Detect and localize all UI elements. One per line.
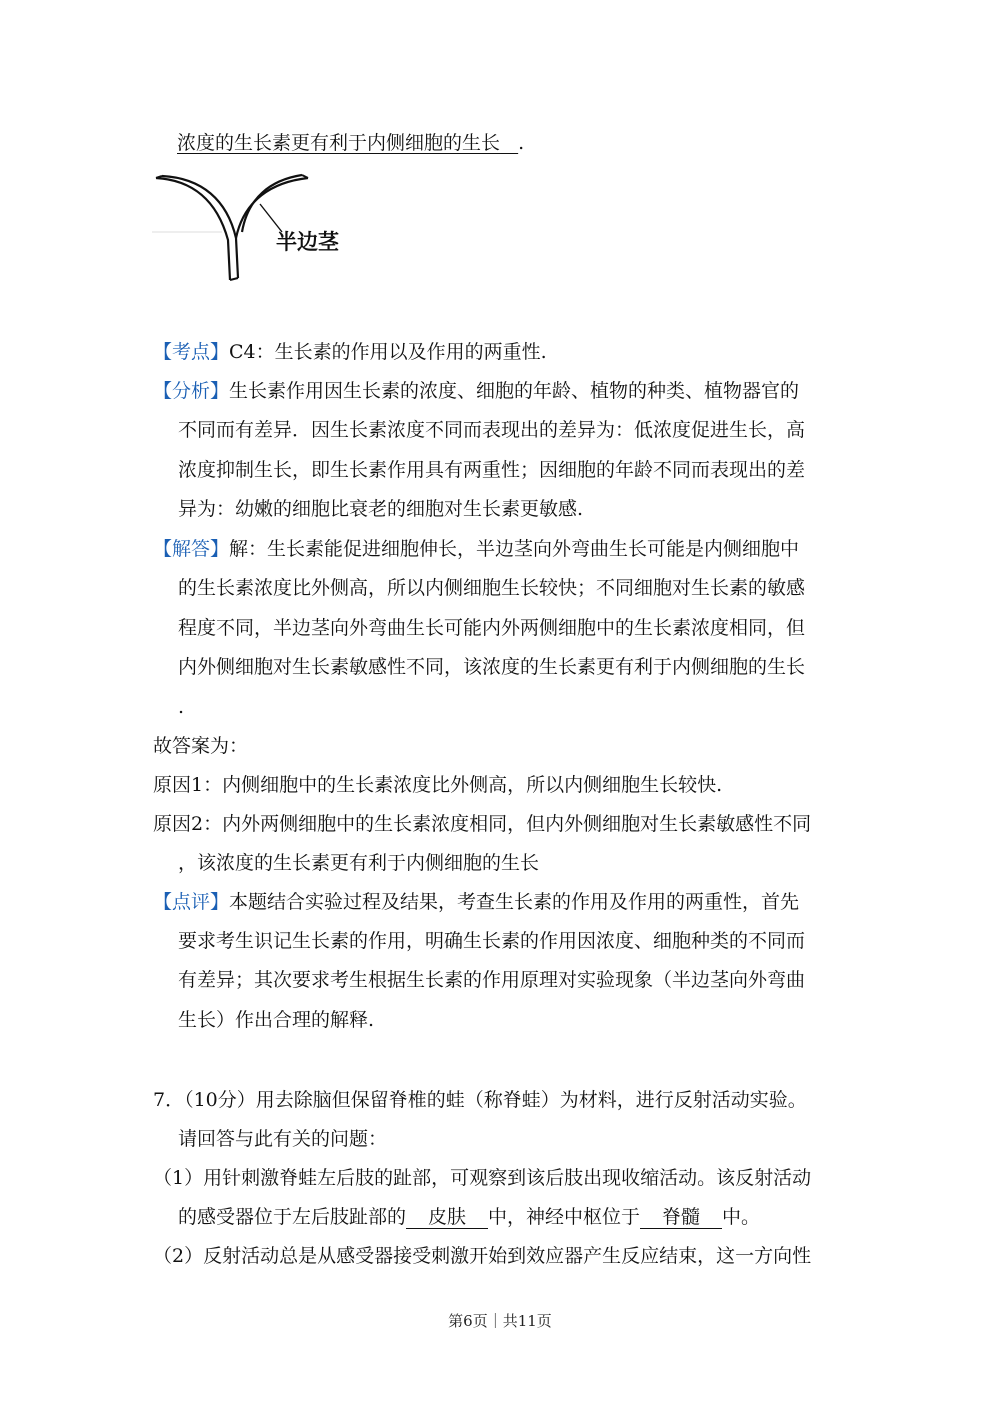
- dianping-tag: 【点评】: [153, 891, 230, 913]
- dianping-line-4: 生长）作出合理的解释.: [178, 1009, 375, 1031]
- dianping-line-3: 有差异；其次要求考生根据生长素的作用原理对实验现象（半边茎向外弯曲: [178, 969, 806, 991]
- fenxi-line-4: 异为：幼嫩的细胞比衰老的细胞对生长素更敏感.: [178, 498, 584, 520]
- answer-reason-2-line-2: ，该浓度的生长素更有利于内侧细胞的生长: [178, 852, 540, 874]
- fenxi-line-3: 浓度抑制生长，即生长素作用具有两重性；因细胞的年龄不同而表现出的差: [178, 459, 806, 481]
- q7-part1-line-2: [178, 1205, 760, 1229]
- page-footer: 第6页｜共11页: [448, 1312, 552, 1330]
- answer-blank-skin: 皮肤: [406, 1206, 488, 1229]
- answer-reason-2-line-1: 原因2：内外两侧细胞中的生长素浓度相同，但内外侧细胞对生长素敏感性不同: [153, 813, 812, 835]
- dianping-text-1: 本题结合实验过程及结果，考查生长素的作用及作用的两重性，首先: [229, 891, 800, 913]
- answer-reason-1: 原因1：内侧细胞中的生长素浓度比外侧高，所以内侧细胞生长较快.: [153, 774, 723, 796]
- answer-heading: 故答案为：: [153, 735, 249, 757]
- kaodian-text: C4：生长素的作用以及作用的两重性.: [229, 341, 547, 363]
- jieda-line-4: 内外侧细胞对生长素敏感性不同，该浓度的生长素更有利于内侧细胞的生长: [178, 656, 806, 678]
- figure-label: 半边茎: [276, 229, 339, 254]
- answer-blank-spinal-cord: 脊髓: [640, 1206, 722, 1229]
- fenxi-line-1: [153, 379, 799, 403]
- jieda-text-1: 解：生长素能促进细胞伸长，半边茎向外弯曲生长可能是内侧细胞中: [229, 538, 800, 560]
- jieda-line-3: 程度不同，半边茎向外弯曲生长可能内外两侧细胞中的生长素浓度相同，但: [178, 617, 806, 639]
- jieda-line-2: 的生长素浓度比外侧高，所以内侧细胞生长较快；不同细胞对生长素的敏感: [178, 577, 806, 599]
- jieda-tag: 【解答】: [153, 538, 230, 560]
- dianping-line-1: [153, 890, 799, 914]
- q7-part2-line-1: （2）反射活动总是从感受器接受刺激开始到效应器产生反应结束，这一方向性: [153, 1245, 812, 1267]
- top-answer-end: .: [518, 132, 525, 154]
- q7-line-2: 请回答与此有关的问题：: [178, 1128, 388, 1150]
- fenxi-tag: 【分析】: [153, 380, 230, 402]
- q7-part1-text-a: 的感受器位于左后肢趾部的: [178, 1206, 407, 1228]
- fenxi-line-2: 不同而有差异．因生长素浓度不同而表现出的差异为：低浓度促进生长，高: [178, 419, 806, 441]
- kaodian-tag: 【考点】: [153, 341, 230, 363]
- jieda-line-1: [153, 537, 799, 561]
- kaodian-line: [153, 340, 547, 364]
- dianping-line-2: 要求考生识记生长素的作用，明确生长素的作用因浓度、细胞种类的不同而: [178, 930, 806, 952]
- q7-part1-line-1: （1）用针刺激脊蛙左后肢的趾部，可观察到该后肢出现收缩活动。该反射活动: [153, 1167, 812, 1189]
- q7-part1-text-b: 中，神经中枢位于: [488, 1206, 641, 1228]
- q7-line-1: 7．（10分）用去除脑但保留脊椎的蛙（称脊蛙）为材料，进行反射活动实验。: [153, 1089, 807, 1111]
- fenxi-text-1: 生长素作用因生长素的浓度、细胞的年龄、植物的种类、植物器官的: [229, 380, 800, 402]
- top-answer-line: [177, 131, 524, 155]
- top-answer-text: 浓度的生长素更有利于内侧细胞的生长: [177, 132, 501, 154]
- jieda-line-5: .: [178, 696, 185, 718]
- q7-part1-text-c: 中。: [722, 1206, 761, 1228]
